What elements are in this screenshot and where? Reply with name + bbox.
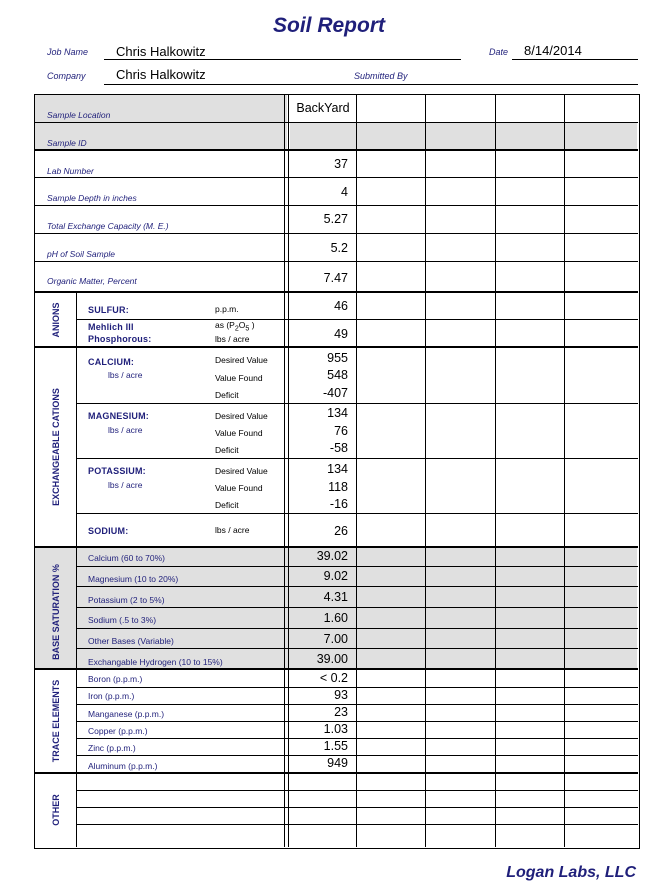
company-value: Chris Halkowitz [116,67,206,82]
mehlich-label: Mehlich III [88,322,134,332]
date-label: Date [489,47,509,57]
sulfur-label: SULFUR: [88,305,129,315]
sulfur-unit: p.p.m. [215,304,239,314]
potassium-found-value: 118 [328,480,348,494]
ph-value: 5.2 [330,241,348,255]
row-divider [35,261,638,262]
row-divider [77,790,638,791]
row-divider [77,586,638,587]
potassium-deficit-label: Deficit [215,500,239,510]
company-label: Company [47,71,86,81]
trace-zinc-label: Zinc (p.p.m.) [88,743,136,753]
base-sat-other-value: 7.00 [323,632,348,646]
potassium-deficit-value: -16 [329,497,348,511]
base-sat-calcium-value: 39.02 [316,549,348,563]
submitted-by-label: Submitted By [354,71,408,81]
trace-manganese-value: 23 [334,705,348,719]
sample-id-label: Sample ID [47,138,87,148]
company-underline [104,84,638,85]
trace-copper-value: 1.03 [323,722,348,736]
sodium-unit: lbs / acre [215,525,250,535]
magnesium-deficit-label: Deficit [215,445,239,455]
row-divider [35,668,638,670]
sample-location-label: Sample Location [47,110,111,120]
calcium-desired-label: Desired Value [215,355,268,365]
row-divider [77,755,638,756]
row-divider [77,687,638,688]
base-saturation-section-label: BASE SATURATION % [51,564,61,660]
calcium-found-value: 548 [327,368,348,382]
row-divider [77,513,638,514]
trace-elements-section-label: TRACE ELEMENTS [51,679,61,763]
potassium-desired-label: Desired Value [215,466,268,476]
base-sat-other-label: Other Bases (Variable) [88,636,174,646]
row-divider [77,319,638,320]
row-divider [35,149,638,151]
cations-section-label: EXCHANGEABLE CATIONS [51,388,61,506]
trace-aluminum-value: 949 [327,756,348,770]
row-divider [35,346,638,348]
anions-section-label: ANIONS [51,302,61,338]
trace-iron-label: Iron (p.p.m.) [88,691,135,701]
lab-name-footer: Logan Labs, LLC [506,864,636,881]
column-divider [495,95,496,847]
lab-number-label: Lab Number [47,166,94,176]
row-divider [35,291,638,293]
label-divider [284,95,285,847]
sample-depth-value: 4 [341,185,348,199]
base-sat-potassium-label: Potassium (2 to 5%) [88,595,165,605]
sodium-label: SODIUM: [88,526,129,536]
row-divider [77,566,638,567]
sodium-value: 26 [334,524,348,538]
phosphorous-unit-lbs: lbs / acre [215,334,250,344]
base-sat-magnesium-label: Magnesium (10 to 20%) [88,574,179,584]
magnesium-desired-label: Desired Value [215,411,268,421]
base-sat-sodium-value: 1.60 [323,611,348,625]
job-name-label: Job Name [47,47,89,57]
trace-iron-value: 93 [334,688,348,702]
date-underline [512,59,638,60]
row-divider [35,233,638,234]
row-divider [77,738,638,739]
row-divider [35,546,638,548]
magnesium-deficit-value: -58 [329,441,348,455]
date-value: 8/14/2014 [524,43,582,58]
trace-boron-label: Boron (p.p.m.) [88,674,143,684]
row-divider [77,648,638,649]
sulfur-value: 46 [334,299,348,313]
row-divider [77,607,638,608]
row-divider [77,458,638,459]
phosphorous-unit: as ($P_2O_5$ ) [215,320,255,333]
column-divider [425,95,426,847]
calcium-found-label: Value Found [215,373,263,383]
row-divider [77,704,638,705]
calcium-desired-value: 955 [327,351,348,365]
trace-manganese-label: Manganese (p.p.m.) [88,709,165,719]
calcium-deficit-value: -407 [322,386,348,400]
trace-copper-label: Copper (p.p.m.) [88,726,148,736]
phosphorous-value: 49 [334,327,348,341]
section-divider [76,292,77,847]
magnesium-found-label: Value Found [215,428,263,438]
base-sat-hydrogen-label: Exchangable Hydrogen (10 to 15%) [88,657,223,667]
row-divider [77,807,638,808]
potassium-desired-value: 134 [327,462,348,476]
lab-number-value: 37 [334,157,348,171]
job-name-underline [104,59,461,60]
potassium-label: POTASSIUM: [88,466,146,476]
row-divider [77,403,638,404]
phosphorous-label: Phosphorous: [88,334,152,344]
magnesium-desired-value: 134 [327,406,348,420]
calcium-deficit-label: Deficit [215,390,239,400]
job-name-value: Chris Halkowitz [116,44,206,59]
exchange-capacity-value: 5.27 [323,212,348,226]
report-title: Soil Report [272,14,385,37]
row-divider [35,122,638,123]
organic-matter-value: 7.47 [323,271,348,285]
base-sat-hydrogen-value: 39.00 [316,652,348,666]
other-section-label: OTHER [51,794,61,826]
ph-label: pH of Soil Sample [47,249,116,259]
trace-aluminum-label: Aluminum (p.p.m.) [88,761,158,771]
exchange-capacity-label: Total Exchange Capacity (M. E.) [47,221,169,231]
sample-depth-label: Sample Depth in inches [47,193,137,203]
row-divider [35,205,638,206]
calcium-unit: lbs / acre [108,370,143,380]
base-sat-magnesium-value: 9.02 [323,569,348,583]
organic-matter-label: Organic Matter, Percent [47,276,137,286]
base-sat-potassium-value: 4.31 [323,590,348,604]
column-divider [564,95,565,847]
row-divider [35,177,638,178]
potassium-found-label: Value Found [215,483,263,493]
trace-boron-value: < 0.2 [319,671,348,685]
column-divider [356,95,357,847]
magnesium-label: MAGNESIUM: [88,411,149,421]
calcium-label: CALCIUM: [88,357,135,367]
base-sat-calcium-label: Calcium (60 to 70%) [88,553,166,563]
base-sat-sodium-label: Sodium (.5 to 3%) [88,615,157,625]
row-divider [77,628,638,629]
row-divider [77,721,638,722]
sample-location-value: BackYard [296,101,350,115]
magnesium-found-value: 76 [334,424,348,438]
row-divider [77,824,638,825]
row-divider [35,772,638,774]
trace-zinc-value: 1.55 [323,739,348,753]
magnesium-unit: lbs / acre [108,425,143,435]
potassium-unit: lbs / acre [108,480,143,490]
